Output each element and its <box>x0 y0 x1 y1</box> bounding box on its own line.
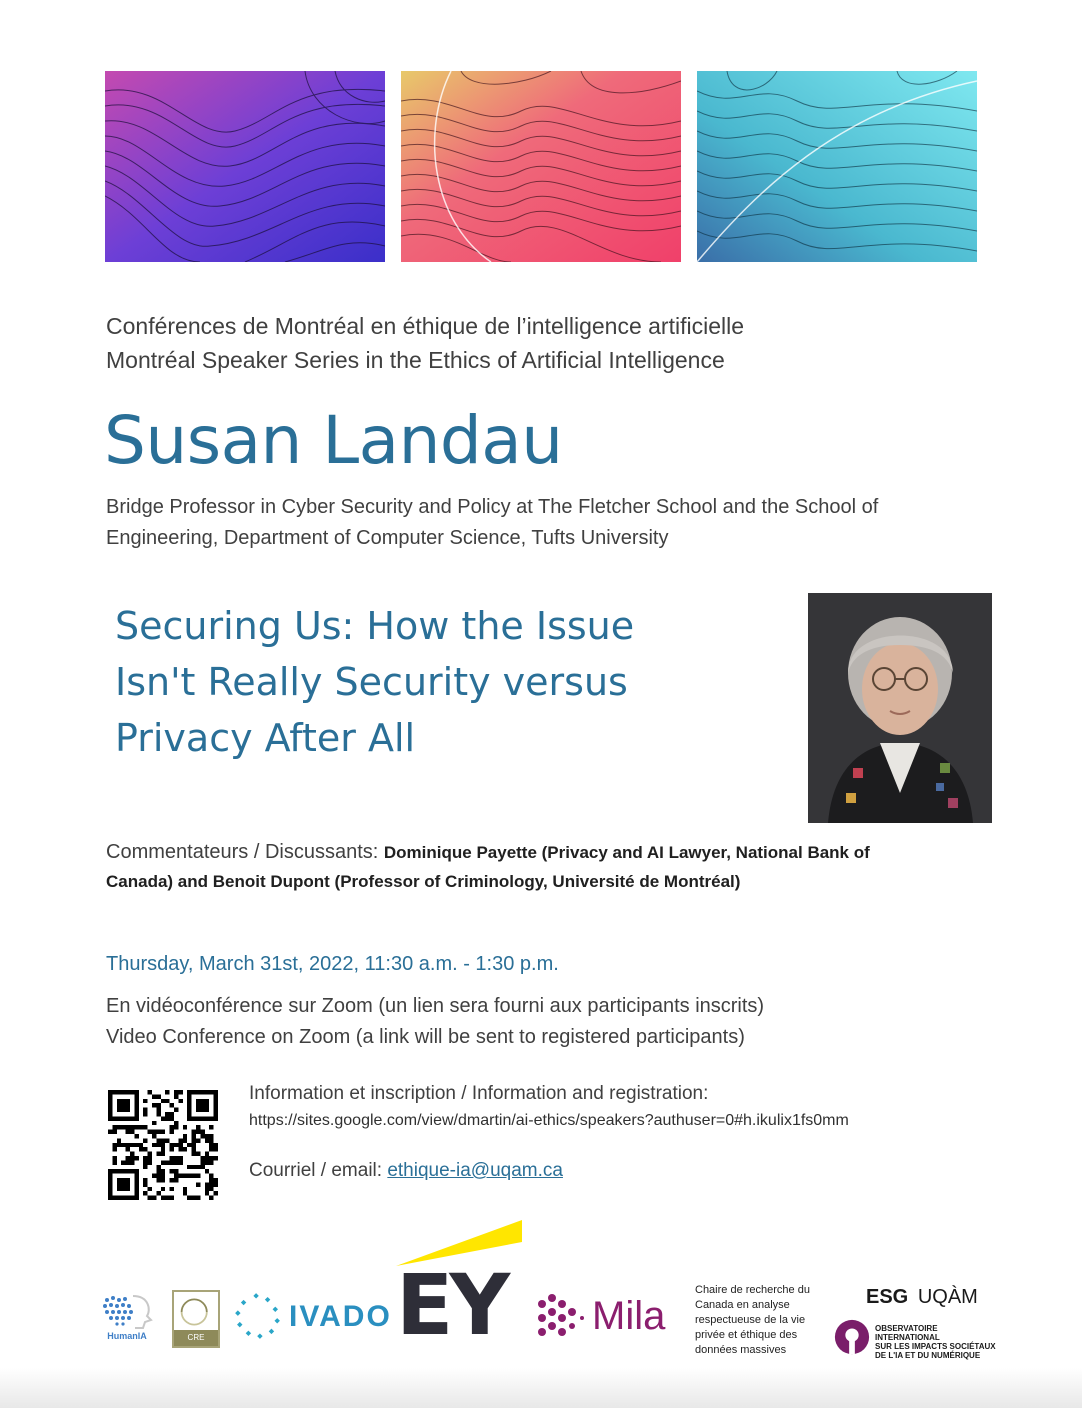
ivado-logo <box>234 1292 392 1342</box>
research-chair-text <box>695 1283 825 1358</box>
obvia-line: DE L'IA ET DU NUMÉRIQUE <box>875 1351 981 1360</box>
obvia-text <box>875 1324 1003 1360</box>
speaker-photo <box>808 593 992 823</box>
mila-label: Mila <box>592 1294 666 1338</box>
banner-purple-contour <box>105 71 385 262</box>
ey-logo <box>396 1220 526 1354</box>
mila-logo <box>534 1290 674 1344</box>
email-link[interactable]: ethique-ia@uqam.ca <box>387 1160 563 1181</box>
obvia-logo <box>833 1318 1003 1358</box>
venue-fr: En vidéoconférence sur Zoom (un lien sera fourni aux participants inscrits) <box>106 995 765 1017</box>
email-label: Courriel / email: <box>249 1160 383 1181</box>
event-datetime: Thursday, March 31st, 2022, 11:30 a.m. - 1:30 p.m. <box>106 953 559 975</box>
obvia-line: SUR LES IMPACTS SOCIÉTAUX <box>875 1342 996 1351</box>
talk-title-line: Securing Us: How the Issue <box>115 604 635 648</box>
discussants-label: Commentateurs / Discussants: <box>106 841 379 863</box>
email-row <box>249 1160 563 1182</box>
obvia-line: OBSERVATOIRE INTERNATIONAL <box>875 1324 940 1342</box>
cre-logo <box>172 1290 220 1348</box>
ey-label: EY <box>396 1256 507 1354</box>
humania-label: HumanIA <box>107 1331 147 1341</box>
affiliation-line: Engineering, Department of Computer Science, Tufts University <box>106 527 669 549</box>
cre-label: CRE <box>174 1330 218 1346</box>
esg-uqam-logo <box>866 1286 978 1309</box>
chair-line: privée et éthique des <box>695 1329 798 1341</box>
speaker-name: Susan Landau <box>104 402 563 479</box>
page-bottom-edge <box>0 1368 1082 1408</box>
ivado-label: IVADO <box>289 1300 392 1333</box>
series-title-en: Montréal Speaker Series in the Ethics of Artificial Intelligence <box>106 347 725 373</box>
venue-en: Video Conference on Zoom (a link will be sent to registered participants) <box>106 1026 745 1048</box>
registration-url[interactable]: https://sites.google.com/view/dmartin/ai-ethics/speakers?authuser=0#h.ikulix1fs0mm <box>249 1112 849 1129</box>
chair-line: données massives <box>695 1344 787 1356</box>
talk-title <box>115 598 755 766</box>
event-venue <box>106 991 764 1053</box>
chair-line: respectueuse de la vie <box>695 1314 806 1326</box>
banner-cyan-contour <box>697 71 977 262</box>
affiliation-line: Bridge Professor in Cyber Security and Policy at The Fletcher School and the School of <box>106 496 879 518</box>
speaker-affiliation <box>106 492 986 554</box>
humania-logo <box>97 1290 157 1342</box>
discussants-names: Dominique Payette (Privacy and AI Lawyer, National Bank of <box>383 843 870 862</box>
registration-heading: Information et inscription / Information and registration: <box>249 1083 709 1104</box>
series-title-fr: Conférences de Montréal en éthique de l’intelligence artificielle <box>106 313 744 339</box>
chair-line: Canada en analyse <box>695 1299 790 1311</box>
uqam-label: UQÀM <box>917 1286 978 1308</box>
talk-title-line: Privacy After All <box>115 716 416 760</box>
discussants-names: Canada) and Benoit Dupont (Professor of Criminology, Université de Montréal) <box>106 872 741 891</box>
talk-title-line: Isn't Really Security versus <box>115 660 628 704</box>
registration-qr-code[interactable] <box>108 1090 218 1200</box>
banner-pink-contour <box>401 71 681 262</box>
esg-label: ESG <box>866 1286 909 1308</box>
discussants <box>106 838 966 896</box>
chair-line: Chaire de recherche du <box>695 1284 810 1296</box>
